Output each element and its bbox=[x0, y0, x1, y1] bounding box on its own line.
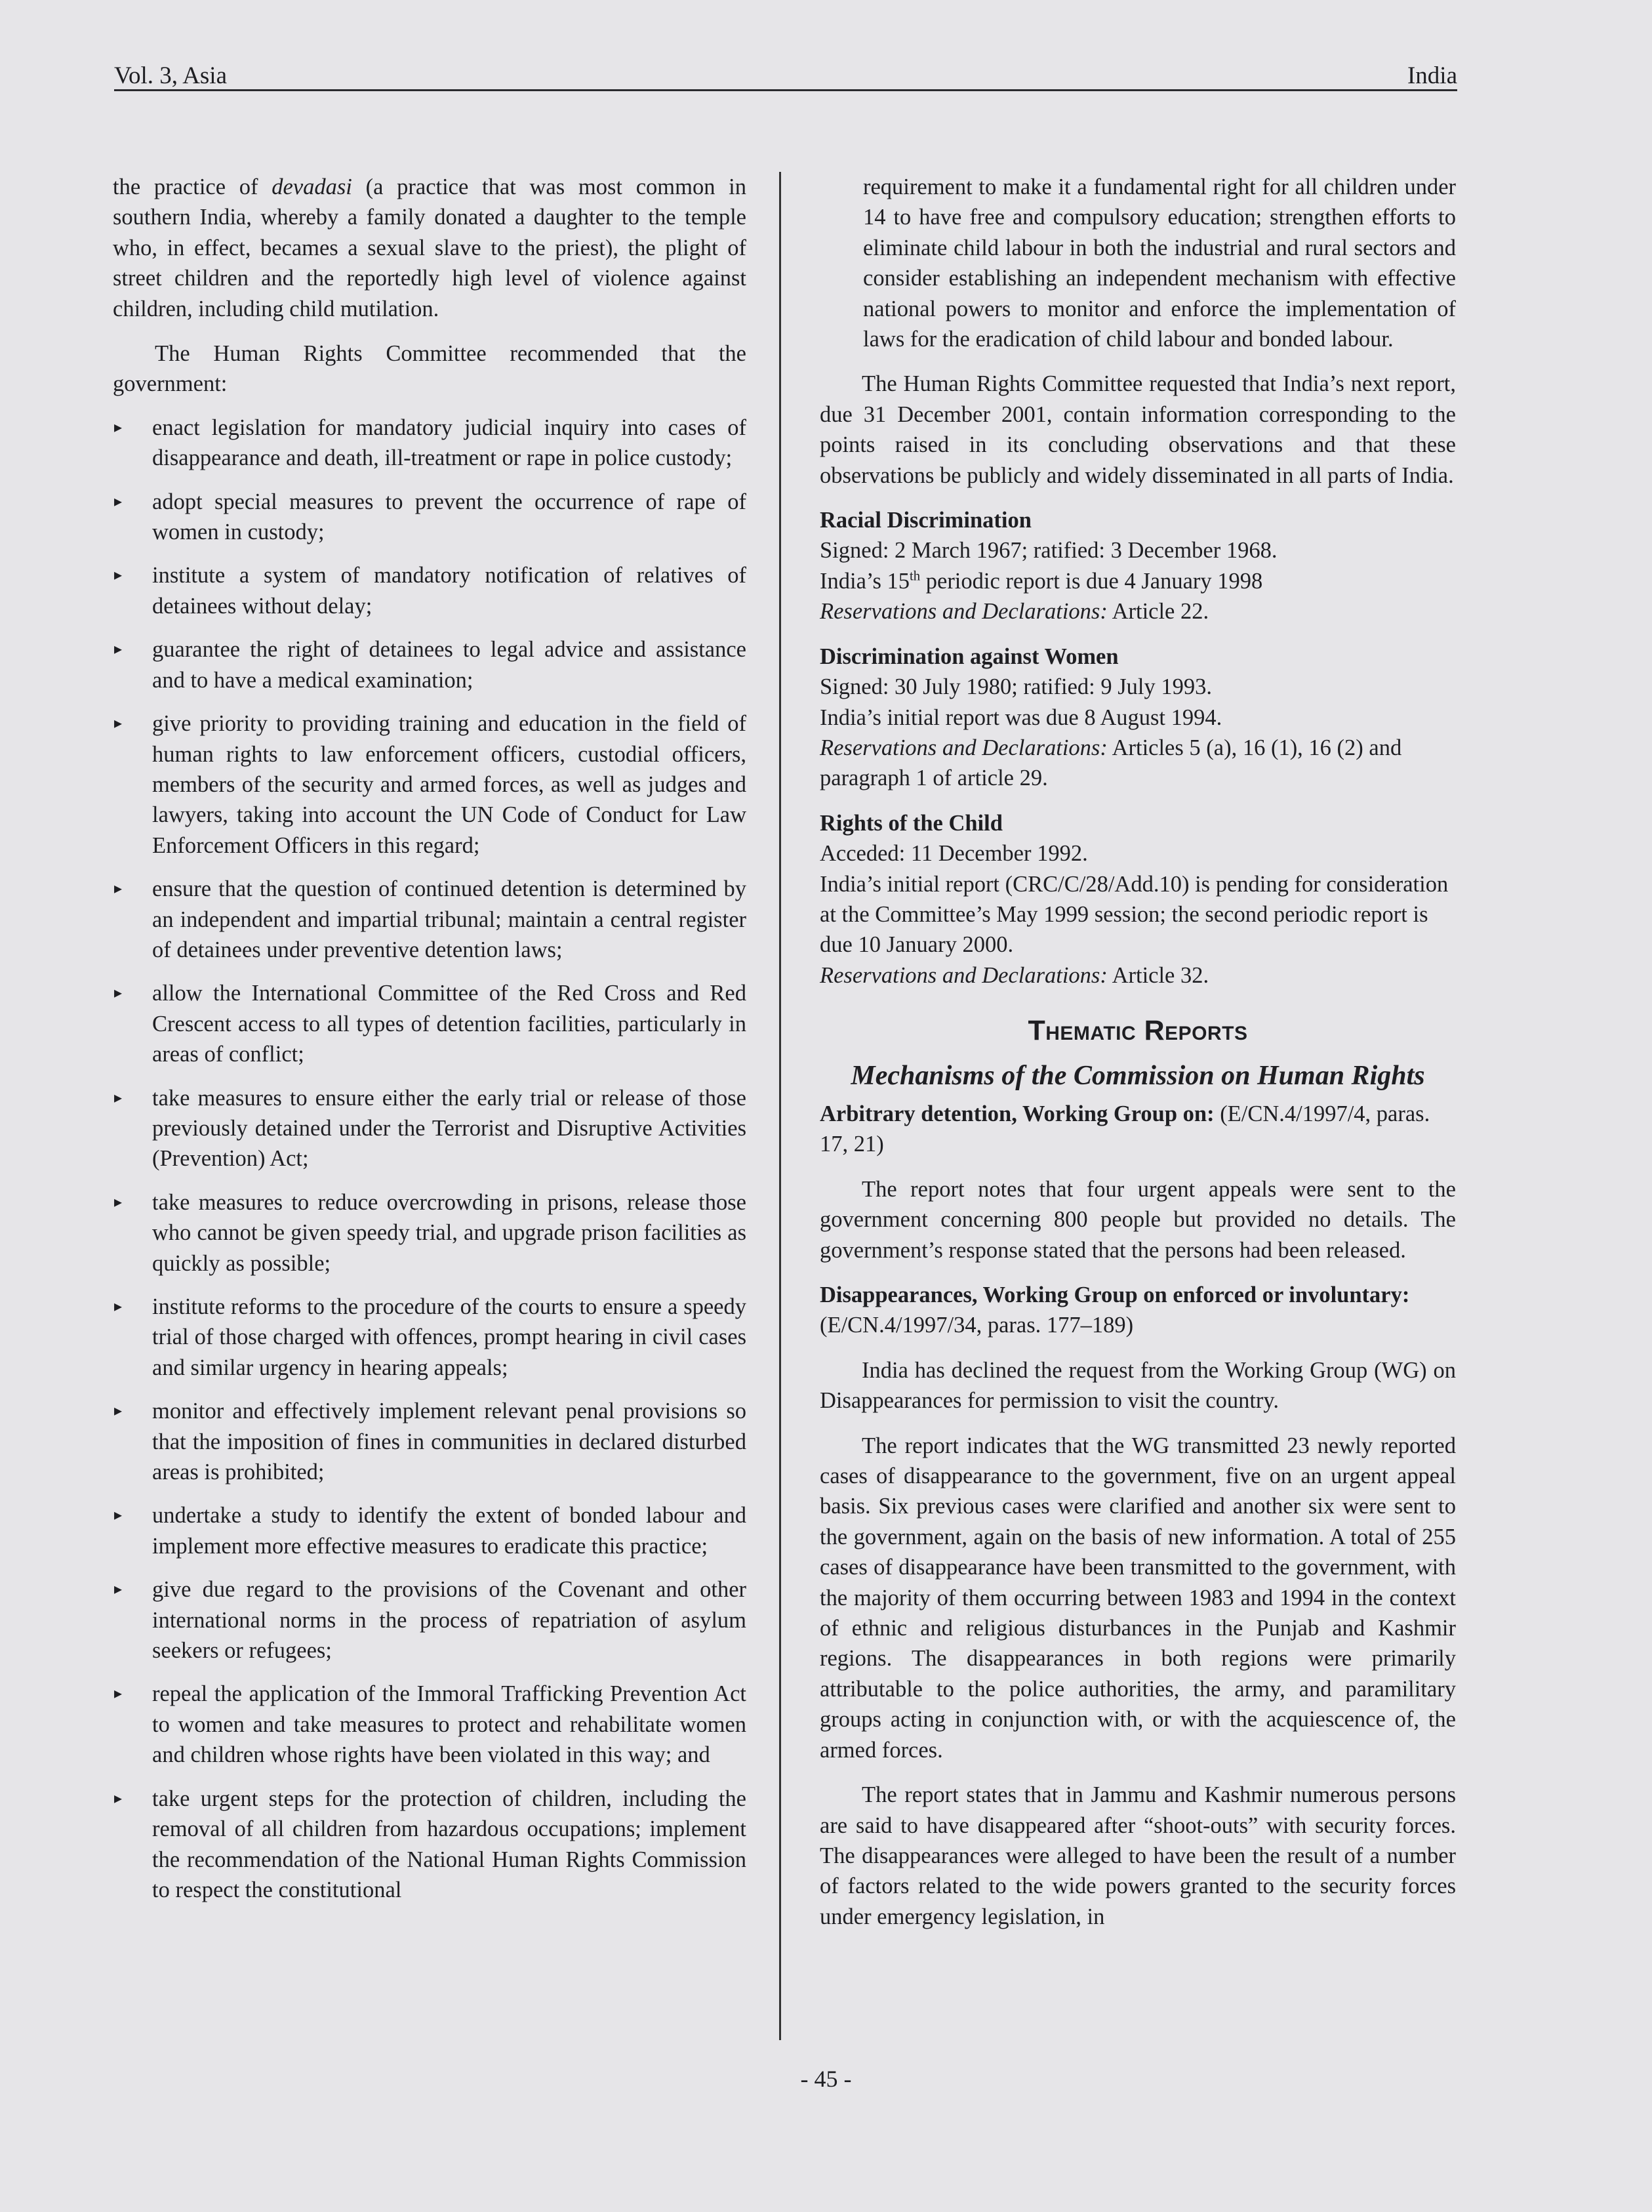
list-item: ▸ undertake a study to identify the extent of bonded labour and implement more effective measures to eradicate this practice; bbox=[113, 1500, 746, 1561]
treaty-discrimination-women bbox=[820, 642, 1456, 794]
bullet-icon: ▸ bbox=[114, 1193, 123, 1211]
list-item: ▸ give priority to providing training and education in the field of human rights to law enforcement officers, custodial officers, members of the security and armed forces, as well as judges and lawyers, taking into account the UN Code of Conduct for Law Enforcement Officers in this regard; bbox=[113, 708, 746, 861]
disappearances-paragraph-2: The report indicates that the WG transmitted 23 newly reported cases of disappearance to the government, five on an urgent appeal basis. Six previous cases were clarified and another six were sent to the government, again on the basis of new information. A total of 255 cases of disappearance have been transmitted to the government, with the majority of them occurring between 1983 and 1994 in the context of ethnic and religious disturbances in the Punjab and Kashmir regions. The disappearances in both regions were primarily attributable to the police authorities, the army, and paramilitary groups acting in conjunction with, or with the acquiescence of, the armed forces. bbox=[820, 1433, 1456, 1763]
treaty-report: India’s initial report (CRC/C/28/Add.10) is pending for consideration at the Committee’s May 1999 session; the second periodic report is due 10 January 2000. bbox=[820, 871, 1449, 958]
bullet-icon: ▸ bbox=[114, 1298, 123, 1315]
list-item: ▸ allow the International Committee of the Red Cross and Red Crescent access to all types of detention facilities, particularly in areas of conflict; bbox=[113, 978, 746, 1069]
arbitrary-detention-heading: Arbitrary detention, Working Group on: (E/CN.4/1997/4, paras. 17, 21) bbox=[820, 1101, 1430, 1157]
column-divider bbox=[779, 172, 781, 2040]
left-column bbox=[113, 172, 746, 1905]
right-column bbox=[820, 172, 1456, 1932]
bullet-icon: ▸ bbox=[114, 1685, 123, 1703]
bullet-icon: ▸ bbox=[114, 1089, 123, 1107]
bullet-continuation: requirement to make it a fundamental right for all children under 14 to have free and compulsory education; strengthen efforts to eliminate child labour in both the industrial and rural sectors and consider establishing an independent mechanism with effective national powers to monitor and enforce the implementation of laws for the eradication of child labour and bonded labour. bbox=[863, 174, 1456, 352]
treaty-signed: Signed: 30 July 1980; ratified: 9 July 1993. bbox=[820, 674, 1212, 700]
bullet-icon: ▸ bbox=[114, 880, 123, 898]
devadasi-term: devadasi bbox=[272, 174, 352, 199]
list-item: ▸ institute a system of mandatory notification of relatives of detainees without delay; bbox=[113, 560, 746, 621]
list-item: ▸ monitor and effectively implement relevant penal provisions so that the imposition of fines in communities in declared disturbed areas is prohibited; bbox=[113, 1396, 746, 1487]
bullet-icon: ▸ bbox=[114, 985, 123, 1002]
header-volume: Vol. 3, Asia bbox=[114, 62, 228, 89]
treaty-reservations: Reservations and Declarations: Article 22. bbox=[820, 599, 1209, 625]
page-number: - 45 - bbox=[800, 2066, 852, 2092]
treaty-reservations: Reservations and Declarations: Articles 5 (a), 16 (1), 16 (2) and paragraph 1 of article 29. bbox=[820, 735, 1402, 791]
treaty-racial-discrimination bbox=[820, 505, 1456, 627]
header-country: India bbox=[1407, 62, 1457, 89]
treaty-signed: Signed: 2 March 1967; ratified: 3 December 1968. bbox=[820, 538, 1278, 563]
bullet-icon: ▸ bbox=[114, 419, 123, 436]
disappearances-paragraph-3: The report states that in Jammu and Kashmir numerous persons are said to have disappeared after “shoot-outs” with security forces. The disappearances were alleged to have been the result of a number of factors related to the wide powers granted to the security forces under emergency legislation, in bbox=[820, 1782, 1456, 1929]
recommend-intro: The Human Rights Committee recommended that the government: bbox=[113, 341, 746, 397]
next-report-paragraph: The Human Rights Committee requested that India’s next report, due 31 December 2001, contain information corresponding to the points raised in its concluding observations and that these observations be publicly and widely disseminated in all parts of India. bbox=[820, 371, 1456, 488]
bullet-icon: ▸ bbox=[114, 1581, 123, 1599]
bullet-icon: ▸ bbox=[114, 641, 123, 659]
bullet-icon: ▸ bbox=[114, 493, 123, 510]
treaty-acceded: Acceded: 11 December 1992. bbox=[820, 841, 1088, 867]
list-item: ▸ take urgent steps for the protection of children, including the removal of all children from hazardous occupations; implement the recommendation of the National Human Rights Commission to respect the constitutional bbox=[113, 1784, 746, 1906]
arbitrary-detention-paragraph: The report notes that four urgent appeals were sent to the government concerning 800 people but provided no details. The government’s response stated that the persons had been released. bbox=[820, 1176, 1456, 1263]
running-header bbox=[114, 55, 1457, 91]
list-item: ▸ adopt special measures to prevent the occurrence of rape of women in custody; bbox=[113, 487, 746, 548]
treaty-title: Racial Discrimination bbox=[820, 508, 1032, 533]
bullet-icon: ▸ bbox=[114, 567, 123, 584]
list-item: ▸ ensure that the question of continued detention is determined by an independent and impartial tribunal; maintain a central register of detainees under preventive detention laws; bbox=[113, 874, 746, 965]
disappearances-paragraph-1: India has declined the request from the Working Group (WG) on Disappearances for permission to visit the country. bbox=[820, 1357, 1456, 1414]
list-item: ▸ institute reforms to the procedure of the courts to ensure a speedy trial of those charged with offences, prompt hearing in civil cases and similar urgency in hearing appeals; bbox=[113, 1292, 746, 1383]
treaty-title: Rights of the Child bbox=[820, 810, 1003, 836]
disappearances-heading: Disappearances, Working Group on enforced or involuntary: (E/CN.4/1997/34, paras. 177–189) bbox=[820, 1282, 1410, 1338]
treaty-report: India’s 15th periodic report is due 4 January 1998 bbox=[820, 568, 1263, 594]
list-item: ▸ take measures to ensure either the early trial or release of those previously detained under the Terrorist and Disruptive Activities (Prevention) Act; bbox=[113, 1083, 746, 1174]
section-title: Thematic Reports bbox=[1028, 1015, 1248, 1047]
list-item: ▸ enact legislation for mandatory judicial inquiry into cases of disappearance and death, ill-treatment or rape in police custody; bbox=[113, 413, 746, 474]
subsection-title: Mechanisms of the Commission on Human Rights bbox=[851, 1060, 1425, 1091]
list-item: ▸ repeal the application of the Immoral Trafficking Prevention Act to women and take measures to protect and rehabilitate women and children whose rights have been violated in this way; and bbox=[113, 1679, 746, 1770]
bullet-icon: ▸ bbox=[114, 715, 123, 733]
bullet-icon: ▸ bbox=[114, 1403, 123, 1420]
bullet-icon: ▸ bbox=[114, 1790, 123, 1807]
recommendation-list bbox=[113, 413, 746, 1905]
intro-paragraph: the practice of devadasi (a practice that was most common in southern India, whereby a family donated a daughter to the temple who, in effect, becames a sexual slave to the priest), the plight of street children and the reportedly high level of violence against children, including child mutilation. bbox=[113, 174, 747, 321]
list-item: ▸ give due regard to the provisions of the Covenant and other international norms in the process of repatriation of asylum seekers or refugees; bbox=[113, 1574, 746, 1666]
bullet-icon: ▸ bbox=[114, 1507, 123, 1525]
treaty-reservations: Reservations and Declarations: Article 32. bbox=[820, 962, 1209, 988]
list-item: ▸ take measures to reduce overcrowding in prisons, release those who cannot be given speedy trial, and upgrade prison facilities as quickly as possible; bbox=[113, 1187, 746, 1279]
treaty-rights-child bbox=[820, 808, 1456, 991]
treaty-report: India’s initial report was due 8 August 1994. bbox=[820, 705, 1222, 730]
list-item: ▸ guarantee the right of detainees to legal advice and assistance and to have a medical examination; bbox=[113, 634, 746, 695]
treaty-title: Discrimination against Women bbox=[820, 644, 1119, 669]
